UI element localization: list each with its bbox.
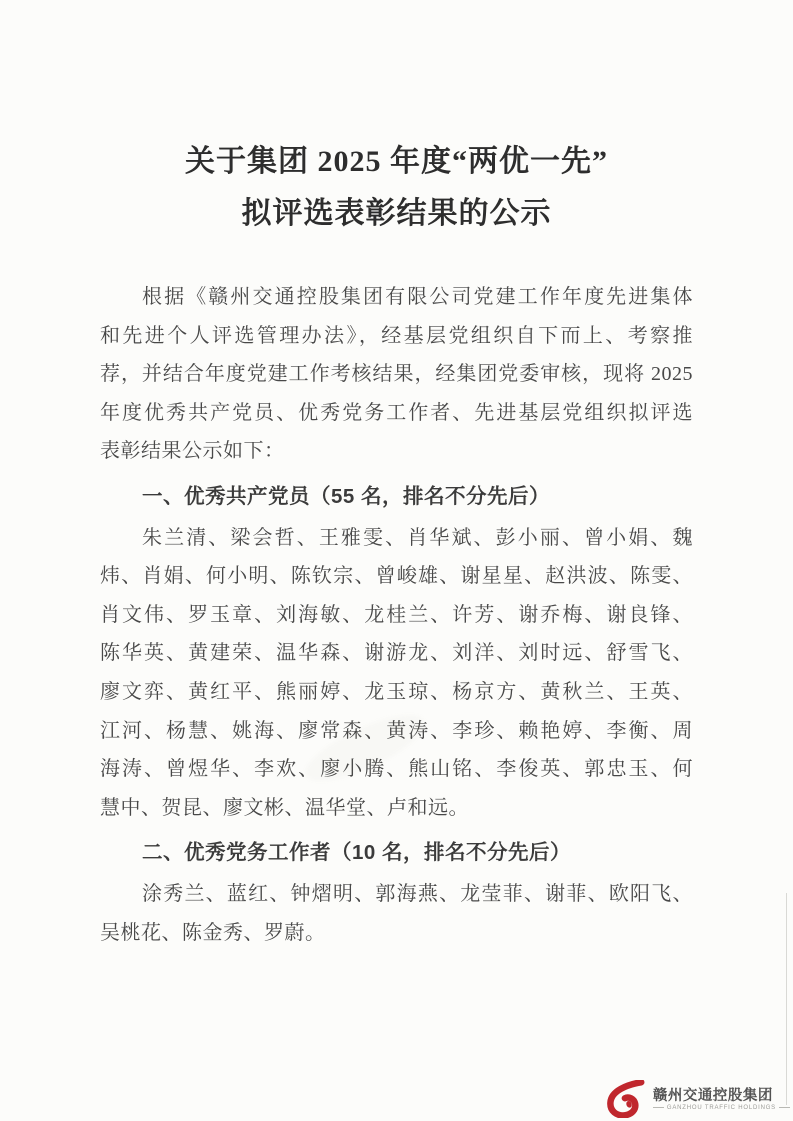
- document-title: [0, 136, 793, 240]
- section-2-names: [100, 875, 693, 952]
- names-line: 陈华英、黄建荣、温华森、谢游龙、刘洋、刘时远、舒雪飞、: [100, 642, 693, 665]
- logo-dash-left: [653, 1107, 664, 1108]
- logo-dash-right: [779, 1107, 790, 1108]
- intro-line: 表彰结果公示如下：: [100, 440, 285, 463]
- names-line: 江河、杨慧、姚海、廖常森、黄涛、李珍、赖艳婷、李衡、周: [100, 719, 693, 742]
- logo-text: [653, 1088, 790, 1111]
- logo-g-swoosh-icon: [601, 1080, 648, 1118]
- section-1-names: [100, 519, 693, 828]
- names-line: 涂秀兰、蓝红、钟熠明、郭海燕、龙莹菲、谢菲、欧阳飞、: [142, 882, 693, 905]
- names-line: 肖文伟、罗玉章、刘海敏、龙桂兰、许芳、谢乔梅、谢良锋、: [100, 603, 693, 626]
- document-body: [100, 278, 693, 952]
- names-line: 炜、肖娟、何小明、陈钦宗、曾峻雄、谢星星、赵洪波、陈雯、: [100, 565, 693, 588]
- scan-line-artifact: [786, 893, 787, 1105]
- title-line-2: 拟评选表彰结果的公示: [241, 197, 552, 230]
- names-line: 海涛、曾煜华、李欢、廖小腾、熊山铭、李俊英、郭忠玉、何: [100, 758, 693, 781]
- intro-line: 和先进个人评选管理办法》，经基层党组织自下而上、考察推: [100, 324, 693, 347]
- names-line: 廖文弈、黄红平、熊丽婷、龙玉琼、杨京方、黄秋兰、王英、: [100, 680, 693, 703]
- intro-line: 根据《赣州交通控股集团有限公司党建工作年度先进集体: [142, 286, 693, 308]
- logo-company-name-cn: 赣州交通控股集团: [652, 1087, 773, 1104]
- company-logo: [601, 1080, 790, 1118]
- names-line: 慧中、贺昆、廖文彬、温华堂、卢和远。: [100, 796, 469, 819]
- title-line-1: 关于集团 2025 年度“两优一先”: [185, 145, 608, 178]
- intro-line: 荐，并结合年度党建工作考核结果，经集团党委审核，现将 2025: [100, 363, 693, 386]
- section-1-heading: 一、优秀共产党员（55 名，排名不分先后）: [142, 484, 550, 508]
- names-line: 朱兰清、梁会哲、王雅雯、肖华斌、彭小丽、曾小娟、魏: [142, 526, 693, 549]
- names-line: 吴桃花、陈金秀、罗蔚。: [100, 921, 326, 944]
- intro-line: 年度优秀共产党员、优秀党务工作者、先进基层党组织拟评选: [100, 401, 693, 424]
- logo-company-name-en-row: [653, 1105, 790, 1111]
- intro-paragraph: [100, 278, 693, 471]
- section-2-heading: 二、优秀党务工作者（10 名，排名不分先后）: [142, 841, 571, 865]
- logo-company-name-en: GANZHOU TRAFFIC HOLDINGS: [666, 1104, 776, 1111]
